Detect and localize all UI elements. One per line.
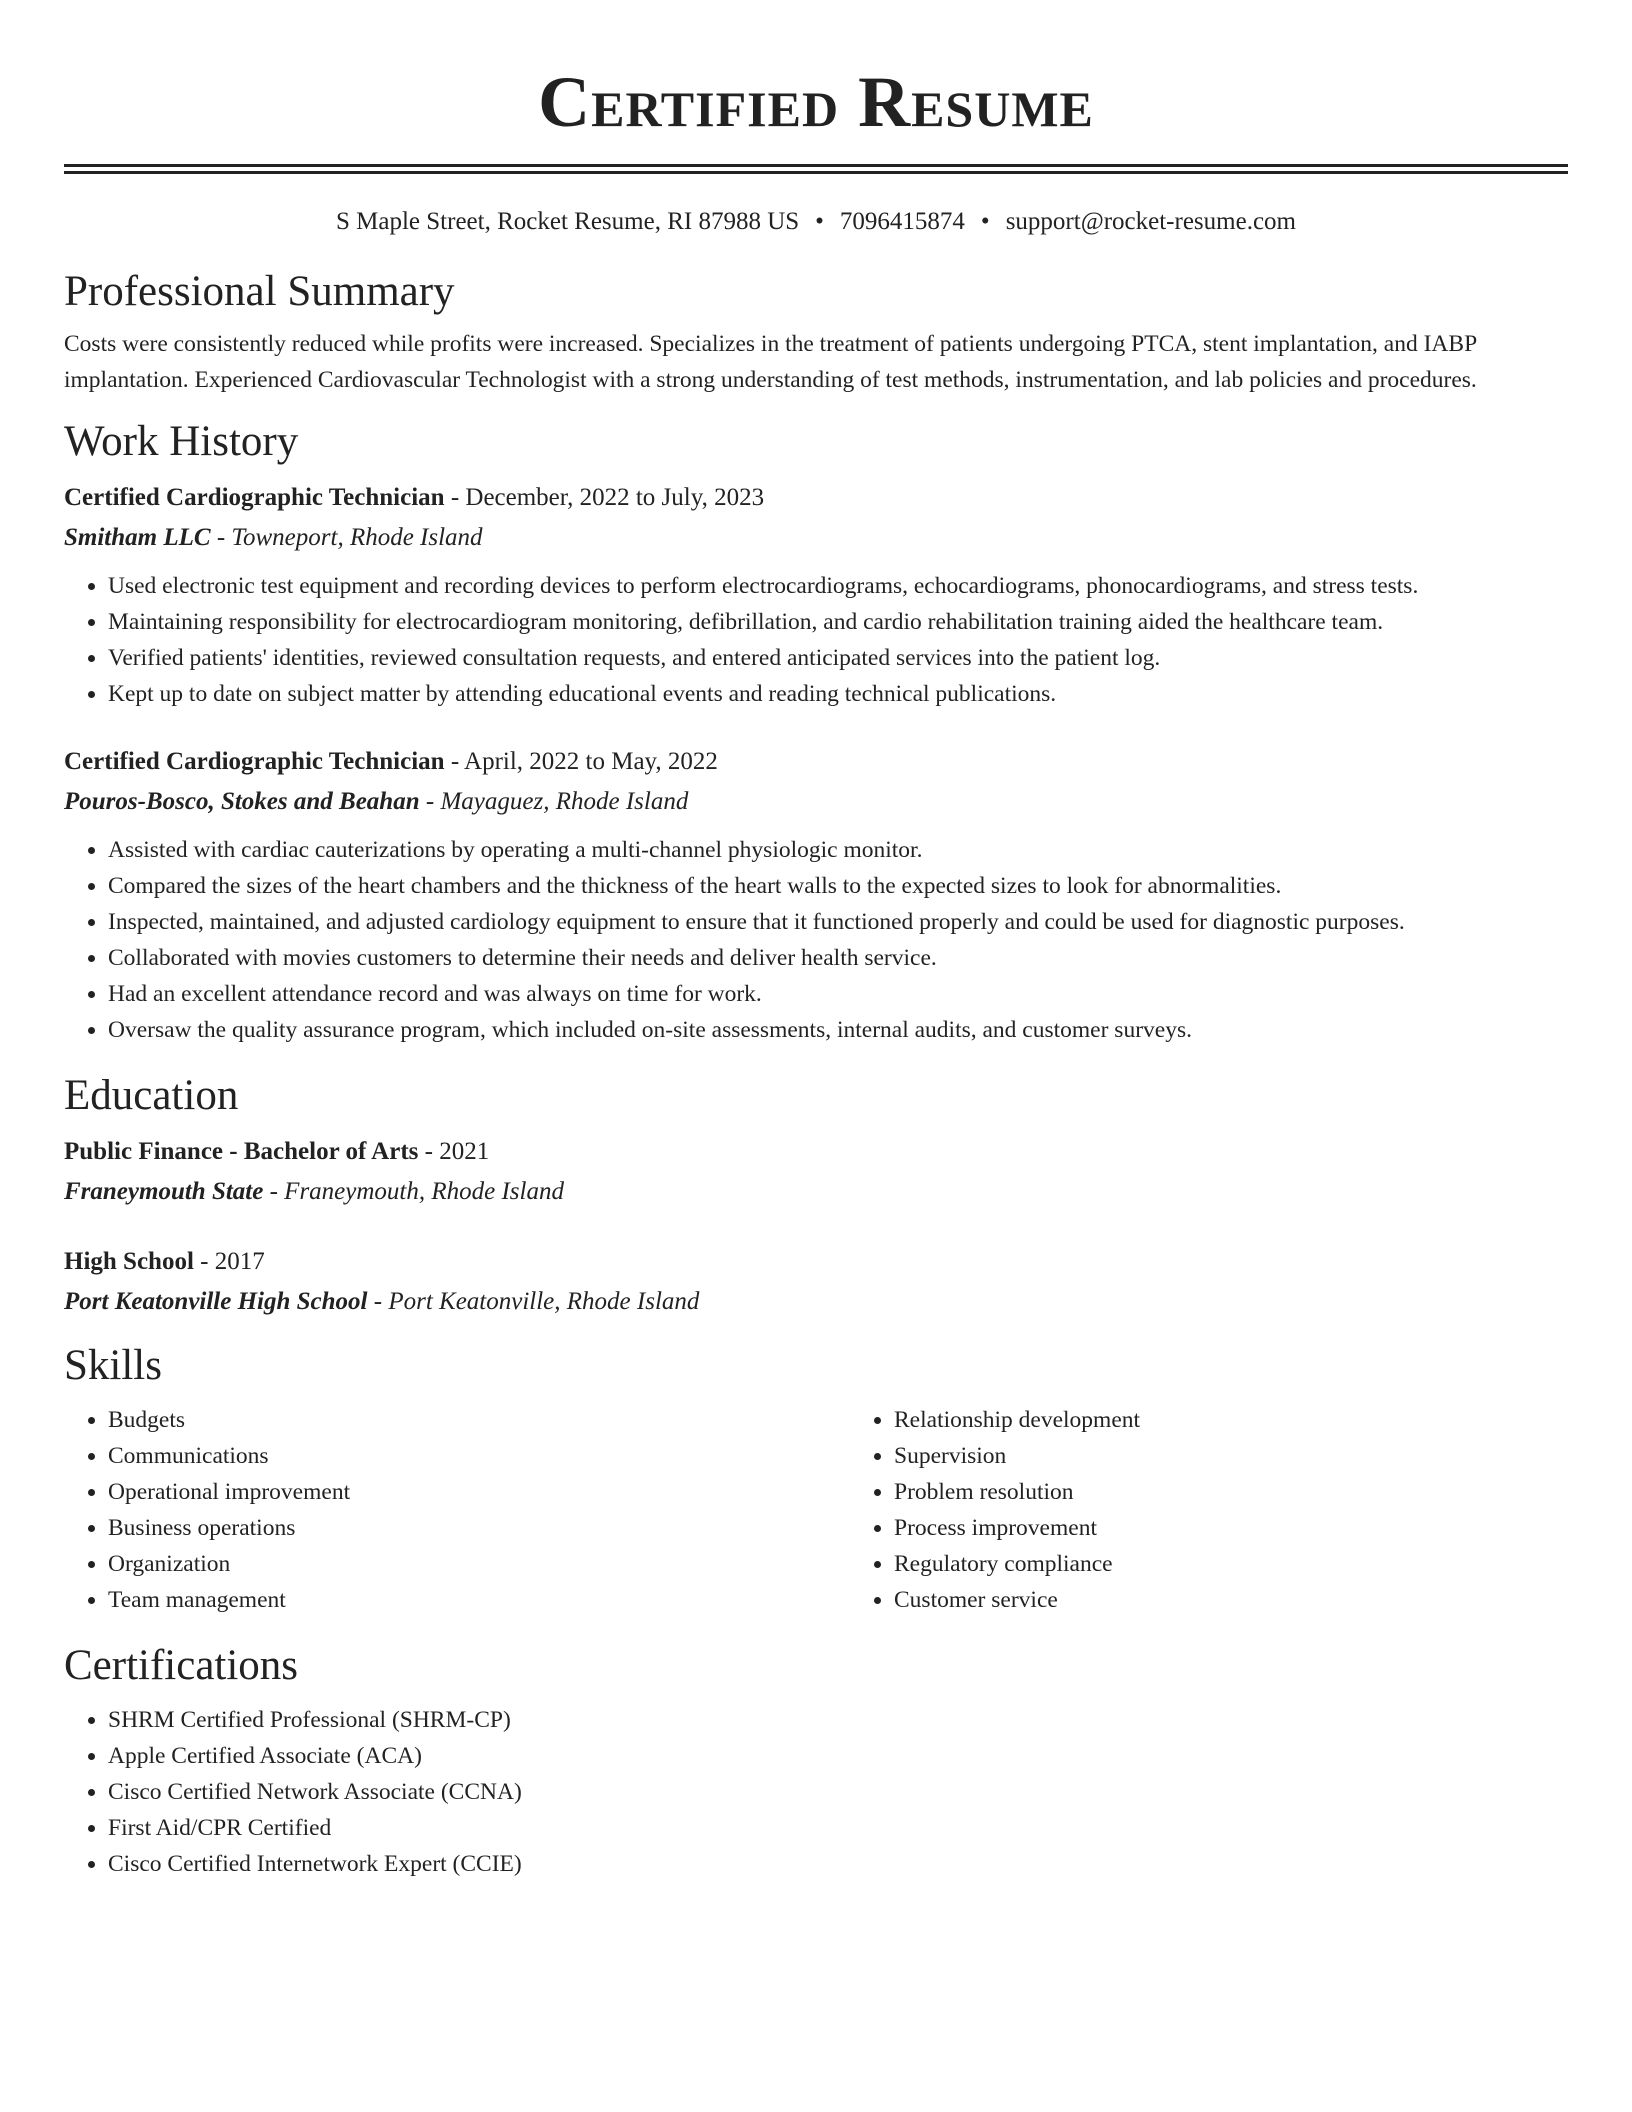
skill-item: • Team management xyxy=(108,1582,850,1618)
certification-item: • Apple Certified Associate (ACA) xyxy=(108,1738,1568,1774)
contact-line xyxy=(64,206,1568,238)
education-heading: Education xyxy=(64,1072,239,1119)
job-company-line xyxy=(64,782,1568,822)
skill-item: • Supervision xyxy=(894,1438,1632,1474)
certifications-heading: Certifications xyxy=(64,1642,299,1689)
degree-line xyxy=(64,1132,1568,1172)
list-item: • Kept up to date on subject matter by attending educational events and reading technical publications. xyxy=(108,676,1568,712)
list-item: • Maintaining responsibility for electrocardiogram monitoring, defibrillation, and cardio rehabilitation training aided the healthcare team. xyxy=(108,604,1568,640)
skills-section xyxy=(64,1340,1568,1618)
work-section xyxy=(64,416,1568,1048)
graduation-year: - 2017 xyxy=(193,1248,265,1275)
graduation-year: - 2021 xyxy=(418,1138,490,1165)
work-heading: Work History xyxy=(64,418,299,465)
skill-item: • Operational improvement xyxy=(108,1474,850,1510)
skill-item: • Organization xyxy=(108,1546,850,1582)
job-dates: - April, 2022 to May, 2022 xyxy=(444,748,718,775)
education-section xyxy=(64,1070,1568,1322)
certifications-list xyxy=(64,1702,1568,1882)
contact-phone: 7096415874 xyxy=(839,208,965,235)
contact-address: S Maple Street, Rocket Resume, RI 87988 US xyxy=(336,208,800,235)
skill-item: • Business operations xyxy=(108,1510,850,1546)
job-title-line xyxy=(64,742,1568,782)
skill-item: • Budgets xyxy=(108,1402,850,1438)
contact-separator: • xyxy=(980,208,990,235)
list-item: • Inspected, maintained, and adjusted cardiology equipment to ensure that it functioned properly and could be used for diagnostic purposes. xyxy=(108,904,1568,940)
school-line xyxy=(64,1172,1568,1212)
skill-item: • Process improvement xyxy=(894,1510,1632,1546)
school-location: - Franeymouth, Rhode Island xyxy=(263,1178,564,1205)
school-line xyxy=(64,1282,1568,1322)
certification-item: • Cisco Certified Internetwork Expert (CCIE) xyxy=(108,1846,1568,1882)
job-duties-list xyxy=(64,568,1568,712)
list-item: • Assisted with cardiac cauterizations by operating a multi-channel physiologic monitor. xyxy=(108,832,1568,868)
degree: High School xyxy=(64,1248,194,1275)
skills-heading: Skills xyxy=(64,1342,162,1389)
skill-item: • Regulatory compliance xyxy=(894,1546,1632,1582)
summary-section xyxy=(64,266,1568,398)
school-name: Franeymouth State xyxy=(64,1178,264,1205)
job-title: Certified Cardiographic Technician xyxy=(64,484,445,511)
job-title: Certified Cardiographic Technician xyxy=(64,748,445,775)
job-company-line xyxy=(64,518,1568,558)
resume-name: Certified Resume xyxy=(538,62,1094,142)
skills-list-right xyxy=(850,1402,1632,1618)
certification-item: • First Aid/CPR Certified xyxy=(108,1810,1568,1846)
skill-item: • Communications xyxy=(108,1438,850,1474)
skills-columns xyxy=(64,1392,1568,1618)
education-entry xyxy=(64,1132,1568,1212)
list-item: • Oversaw the quality assurance program, which included on-site assessments, internal audits, and customer surveys. xyxy=(108,1012,1568,1048)
job-entry xyxy=(64,478,1568,712)
list-item: • Compared the sizes of the heart chambers and the thickness of the heart walls to the expected sizes to look for abnormalities. xyxy=(108,868,1568,904)
list-item: • Verified patients' identities, reviewed consultation requests, and entered anticipated services into the patient log. xyxy=(108,640,1568,676)
job-company: Smitham LLC xyxy=(64,524,211,551)
job-title-line xyxy=(64,478,1568,518)
list-item: • Collaborated with movies customers to determine their needs and deliver health service. xyxy=(108,940,1568,976)
job-location: - Mayaguez, Rhode Island xyxy=(419,788,689,815)
header-double-rule xyxy=(64,164,1568,174)
school-name: Port Keatonville High School xyxy=(64,1288,368,1315)
summary-text: Costs were consistently reduced while profits were increased. Specializes in the treatment of patients undergoing PTCA, stent implantation, and IABP implantation. Experienced Cardiovascular Technologist with a strong understanding of test methods, instrumentation, and lab policies and procedures. xyxy=(64,331,1477,393)
certification-item: • SHRM Certified Professional (SHRM-CP) xyxy=(108,1702,1568,1738)
education-entry xyxy=(64,1242,1568,1322)
summary-heading: Professional Summary xyxy=(64,268,455,315)
degree: Public Finance - Bachelor of Arts xyxy=(64,1138,419,1165)
list-item: • Used electronic test equipment and recording devices to perform electrocardiograms, echocardiograms, phonocardiograms, and stress tests. xyxy=(108,568,1568,604)
job-company: Pouros-Bosco, Stokes and Beahan xyxy=(64,788,420,815)
job-entry xyxy=(64,742,1568,1048)
skills-list-left xyxy=(64,1402,850,1618)
degree-line xyxy=(64,1242,1568,1282)
skill-item: • Customer service xyxy=(894,1582,1632,1618)
job-dates: - December, 2022 to July, 2023 xyxy=(444,484,765,511)
certification-item: • Cisco Certified Network Associate (CCNA) xyxy=(108,1774,1568,1810)
job-duties-list xyxy=(64,832,1568,1048)
list-item: • Had an excellent attendance record and was always on time for work. xyxy=(108,976,1568,1012)
contact-email: support@rocket-resume.com xyxy=(1005,208,1296,235)
skill-item: • Relationship development xyxy=(894,1402,1632,1438)
skill-item: • Problem resolution xyxy=(894,1474,1632,1510)
certifications-section xyxy=(64,1640,1568,1882)
school-location: - Port Keatonville, Rhode Island xyxy=(367,1288,700,1315)
job-location: - Towneport, Rhode Island xyxy=(210,524,483,551)
contact-separator: • xyxy=(815,208,824,235)
